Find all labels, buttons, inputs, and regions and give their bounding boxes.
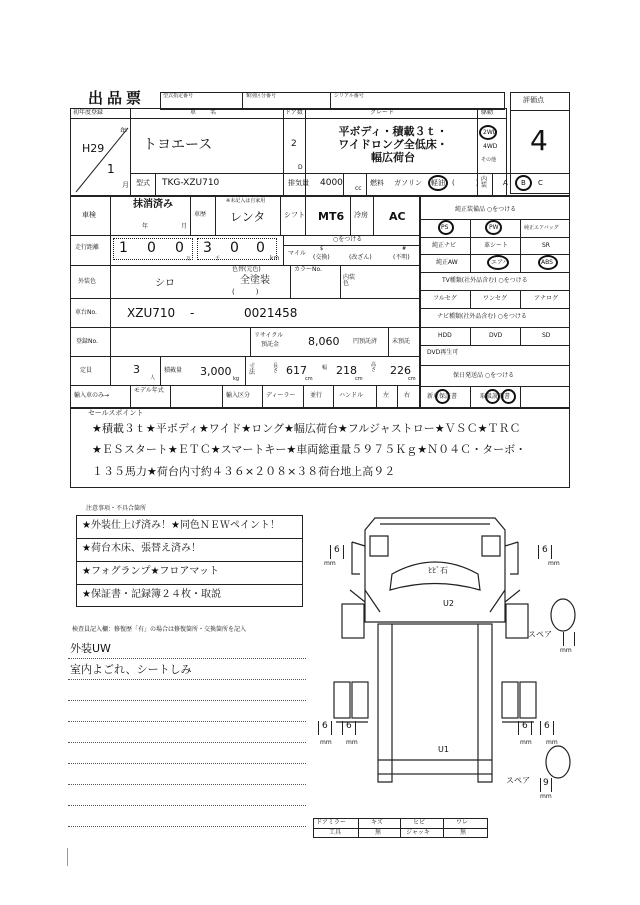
sales-line-1: ★積載３ｔ★平ボディ★ワイド★ロング★幅広荷台★フルジャストロー★ＶＳＣ★ＴＲＣ bbox=[92, 422, 521, 435]
legend-jack-value: 無 bbox=[460, 829, 467, 836]
length-cm: cm bbox=[305, 376, 313, 382]
left-mirror bbox=[352, 542, 365, 574]
tire-rri-mm: mm bbox=[520, 739, 532, 746]
displacement-value: 4000 bbox=[320, 178, 343, 188]
rear-left-inner-wheel bbox=[352, 682, 368, 718]
mileage-kaisan: (改ざん) bbox=[349, 254, 372, 261]
inspection-year: 年 bbox=[142, 223, 149, 230]
doors-label: ドア数 bbox=[285, 109, 303, 116]
fuel-label: 燃料 bbox=[370, 179, 384, 187]
legend-ware: ワレ bbox=[456, 819, 469, 826]
sales-line-3: １３５馬力★荷台内寸約４３６×２０８×３８荷台地上高９２ bbox=[92, 465, 396, 478]
fuel-gasoline: ガソリン bbox=[394, 179, 422, 187]
doc-new-cert-circle bbox=[435, 389, 450, 404]
chassis-prefix: XZU710 bbox=[127, 306, 176, 320]
mileage-sym: $ bbox=[320, 246, 324, 252]
score-label: 評価点 bbox=[523, 96, 544, 104]
displacement-label: 排気量 bbox=[288, 179, 309, 187]
import-class-label: 輸入区分 bbox=[226, 392, 251, 399]
hishi-label: ﾋﾋﾞ石 bbox=[428, 566, 448, 575]
legend-door-mirror: ドアミラー bbox=[316, 819, 346, 826]
mileage-km: km bbox=[270, 255, 280, 262]
sales-points-label: セールスポイント bbox=[88, 409, 144, 417]
recycle-amount: 8,060 bbox=[308, 335, 340, 348]
note-2: ★荷台木床、張替え済み！ bbox=[82, 543, 201, 554]
tv-title: TV種類(社外品含む) ○をつける bbox=[442, 277, 528, 284]
mileage-mile: マイル bbox=[288, 250, 306, 257]
navi-dvd: DVD bbox=[489, 332, 503, 339]
tire-rro-value: 6 bbox=[544, 721, 550, 731]
ac-value: AC bbox=[389, 210, 406, 223]
tire-rlo-value: 6 bbox=[322, 721, 328, 731]
interior-c: C bbox=[538, 179, 543, 187]
height-cm: cm bbox=[408, 376, 416, 382]
shift-label: シフト bbox=[284, 211, 305, 219]
color-change-label: 色替(元色) bbox=[232, 266, 261, 273]
cc-unit: cc bbox=[355, 185, 362, 192]
car-name-label: 車名 bbox=[190, 109, 231, 116]
doc-new-cert: 新車保証書 bbox=[427, 393, 458, 400]
navi-sd: SD bbox=[542, 332, 551, 339]
doors-value: 2 bbox=[291, 139, 297, 149]
grade-line1: 平ボディ・積載３ｔ・ bbox=[338, 125, 448, 138]
option-airbag2: エアバ bbox=[491, 259, 509, 266]
spare-1-mm: mm bbox=[560, 647, 572, 654]
u2-label: U2 bbox=[443, 599, 454, 608]
height-label: 高さ bbox=[371, 362, 377, 373]
inspector-label: 検査員記入欄：修復歴「有」の場合は修復箇所・交換箇所を記入 bbox=[72, 626, 247, 633]
drive-label: 駆動 bbox=[481, 109, 494, 116]
mileage-digit-3: 0 bbox=[175, 240, 184, 256]
diagonal-slash bbox=[72, 120, 130, 195]
spare-2-value: 9 bbox=[543, 778, 549, 788]
tire-rli-mm: mm bbox=[346, 739, 358, 746]
capacity-unit: 人 bbox=[150, 375, 156, 381]
first-reg-label: 初年度登録 bbox=[73, 109, 104, 116]
import-dealer: ディーラー bbox=[266, 392, 296, 399]
fuel-diesel-circle bbox=[428, 175, 448, 191]
interior-b: B bbox=[521, 179, 526, 187]
drive-other: その他 bbox=[481, 157, 497, 163]
handle-label: ハンドル bbox=[339, 392, 364, 399]
shift-value: MT6 bbox=[318, 210, 345, 223]
color-paren: ( ) bbox=[232, 288, 259, 296]
spare-2-mm: mm bbox=[540, 793, 552, 800]
interior-label: 内装 bbox=[481, 176, 488, 189]
cargo-deck bbox=[378, 624, 492, 774]
grade-label: グレード bbox=[370, 109, 395, 116]
option-ps: PS bbox=[441, 224, 449, 231]
import-parallel: 並行 bbox=[310, 392, 323, 399]
length-label: 長さ bbox=[273, 363, 279, 374]
chassis-label: 車台No. bbox=[75, 309, 97, 316]
rear-right-outer-wheel bbox=[520, 682, 536, 718]
mileage-kokan: (交換) bbox=[313, 254, 330, 261]
first-reg-era: H29 bbox=[82, 142, 105, 155]
legend-tools: 工具 bbox=[329, 829, 342, 836]
tire-fr-value: 6 bbox=[542, 545, 548, 555]
inspector-line-1: 外装UW bbox=[70, 642, 111, 655]
color-no-label: カラーNo. bbox=[294, 266, 322, 273]
inspection-value: 抹消済み bbox=[133, 199, 173, 210]
spare-1-bracket bbox=[563, 632, 575, 646]
mileage-digit-6: 0 bbox=[256, 240, 265, 256]
model-value: TKG-XZU710 bbox=[162, 178, 220, 188]
interior-box bbox=[492, 173, 570, 196]
tire-rli-value: 6 bbox=[346, 721, 352, 731]
type-number-label: 型式指定番号 bbox=[163, 93, 194, 99]
legend-hibi: ヒビ bbox=[413, 819, 426, 826]
option-airbag: 純正エアバッグ bbox=[524, 225, 559, 231]
front-left-wheel bbox=[342, 604, 364, 638]
model-label: 型式 bbox=[136, 179, 150, 187]
chassis-dash: - bbox=[190, 306, 195, 320]
mileage-circle-note: ○をつける bbox=[333, 236, 363, 243]
note-1: ★外装仕上げ済み！★同色ＮＥＷペイント！ bbox=[82, 520, 280, 531]
sales-line-2: ★ＥＳスタート★ＥＴＣ★スマートキー★車両総重量５９７５Ｋｇ★Ｎ０４Ｃ・ターボ・ bbox=[92, 443, 527, 456]
width-cm: cm bbox=[355, 376, 363, 382]
grade-line3: 幅広荷台 bbox=[371, 151, 415, 164]
docs-title: 保日発送品 ○をつける bbox=[453, 372, 515, 379]
exterior-color-value: シロ bbox=[155, 278, 175, 289]
year-unit: 年 bbox=[120, 127, 127, 135]
capacity-label: 定員 bbox=[80, 367, 93, 374]
chassis-number: 0021458 bbox=[244, 306, 298, 320]
rear-right-inner-wheel bbox=[502, 682, 518, 718]
first-reg-month: 1 bbox=[107, 162, 115, 176]
score-value: 4 bbox=[530, 124, 548, 157]
mileage-hash: # bbox=[402, 246, 407, 252]
month-unit: 月 bbox=[122, 181, 129, 189]
tv-fullseg: フルセグ bbox=[433, 295, 457, 302]
spare-1-label: スペア bbox=[528, 630, 552, 639]
tire-fr-mm: mm bbox=[548, 560, 560, 567]
inspector-line-2: 室内よごれ、シートしみ bbox=[70, 663, 192, 676]
option-abs-circle bbox=[538, 255, 558, 270]
navi-hdd: HDD bbox=[438, 332, 452, 339]
length-value: 617 bbox=[286, 364, 307, 377]
serial-label: シリアル番号 bbox=[334, 93, 364, 99]
registration-label: 登録No. bbox=[76, 338, 98, 345]
recycle-label: リサイクル bbox=[254, 332, 284, 339]
recycle-paid: 円預託済 bbox=[353, 338, 378, 345]
inspection-label: 車検 bbox=[82, 211, 96, 219]
mileage-digit-5: 0 bbox=[230, 240, 239, 256]
interior-color-label: 内装色 bbox=[343, 274, 356, 287]
doc-manual-circle-2 bbox=[501, 389, 516, 404]
doc-manual: 取扱説明書 bbox=[480, 393, 511, 400]
car-name-value: トヨエース bbox=[143, 137, 213, 153]
grade-line2: ワイドロング全低床・ bbox=[338, 138, 448, 151]
spare-2-label: スペア bbox=[506, 776, 530, 785]
usage-value: レンタ bbox=[230, 210, 266, 224]
legend-jack: ジャッキ bbox=[406, 829, 430, 836]
note-3: ★フォグランプ★フロアマット bbox=[82, 566, 220, 577]
mileage-man: 万 bbox=[186, 256, 192, 262]
recycle-unpaid: 未預託 bbox=[392, 338, 411, 345]
u1-label: U1 bbox=[438, 745, 449, 754]
option-leather: 革シート bbox=[484, 242, 509, 249]
inspection-month: 月 bbox=[181, 223, 188, 230]
import-model-year: モデル年式 bbox=[134, 387, 164, 394]
drive-4wd: 4WD bbox=[483, 143, 498, 150]
ac-label: 冷房 bbox=[354, 211, 368, 219]
tire-fl-value: 6 bbox=[334, 545, 340, 555]
width-label: 幅 bbox=[322, 365, 328, 371]
mileage-digit-2: 0 bbox=[147, 240, 156, 256]
dims-label: 寸法 bbox=[249, 363, 256, 376]
capacity-value: 3 bbox=[133, 363, 140, 376]
spare-tire-2 bbox=[540, 739, 580, 782]
mileage-digit-4: 3 bbox=[203, 240, 212, 256]
drive-2wd: 2WD bbox=[483, 129, 498, 136]
sheet-title: 出品票 bbox=[88, 89, 146, 107]
rear-left-outer-wheel bbox=[334, 682, 350, 718]
tv-analog: アナログ bbox=[534, 295, 559, 302]
front-right-wheel bbox=[506, 604, 528, 638]
option-ps-circle bbox=[438, 220, 454, 235]
tire-rri-value: 6 bbox=[522, 721, 528, 731]
right-mirror bbox=[505, 542, 518, 574]
usage-label: 車歴 bbox=[194, 211, 207, 218]
class-number-label: 類別区分番号 bbox=[246, 93, 277, 99]
exterior-color-label: 外装色 bbox=[78, 278, 97, 285]
option-abs: ABS bbox=[541, 259, 553, 266]
drive-2wd-circle bbox=[479, 125, 497, 140]
full-paint: 全塗装 bbox=[240, 275, 270, 286]
option-nav: 純正ナビ bbox=[432, 242, 457, 249]
doc-manual-circle-1 bbox=[485, 389, 500, 404]
option-airbag-circle bbox=[487, 255, 509, 270]
fuel-diesel: 軽油 bbox=[431, 179, 445, 187]
option-pw-circle bbox=[485, 220, 502, 235]
options-title: 純正装備品 ○をつける bbox=[455, 206, 517, 213]
mileage-digit-1: 1 bbox=[119, 240, 128, 256]
dvd-player: DVD再生可 bbox=[427, 349, 459, 356]
tire-fl-mm: mm bbox=[324, 560, 336, 567]
legend-tools-value: 無 bbox=[375, 829, 382, 836]
mileage-sen: 千 bbox=[215, 256, 221, 262]
mileage-label: 走行距離 bbox=[75, 244, 100, 251]
option-sr: SR bbox=[542, 242, 550, 249]
handle-left: 左 bbox=[383, 392, 390, 399]
load-value: 3,000 bbox=[200, 365, 232, 378]
load-label: 積載量 bbox=[164, 367, 183, 374]
option-aw: 純正AW bbox=[436, 259, 458, 266]
tv-oneseg: ワンセグ bbox=[483, 295, 508, 302]
handle-right: 右 bbox=[404, 392, 411, 399]
note-4: ★保証書・記録簿２４枚・取説 bbox=[82, 589, 221, 600]
load-unit: kg bbox=[233, 376, 240, 382]
fuel-paren: ( ) bbox=[452, 179, 479, 187]
tire-rro-mm: mm bbox=[546, 739, 558, 746]
tire-rlo-mm: mm bbox=[320, 739, 332, 746]
option-pw: PW bbox=[489, 224, 499, 231]
deposit-label: 預託金 bbox=[261, 341, 280, 348]
door-unit: D bbox=[298, 164, 303, 171]
navi-title: ナビ種類(社外品含む) ○をつける bbox=[437, 313, 527, 320]
usage-note: ※未記入は自家用 bbox=[226, 198, 266, 204]
legend-kizu: キズ bbox=[371, 819, 383, 826]
notes-label: 注意事項・不具合箇所 bbox=[86, 505, 147, 512]
mileage-fumei: (不明) bbox=[393, 254, 410, 261]
height-value: 226 bbox=[390, 364, 411, 377]
import-label: 輸入車のみ→ bbox=[74, 392, 110, 399]
interior-a: A bbox=[503, 179, 508, 187]
width-value: 218 bbox=[336, 364, 357, 377]
